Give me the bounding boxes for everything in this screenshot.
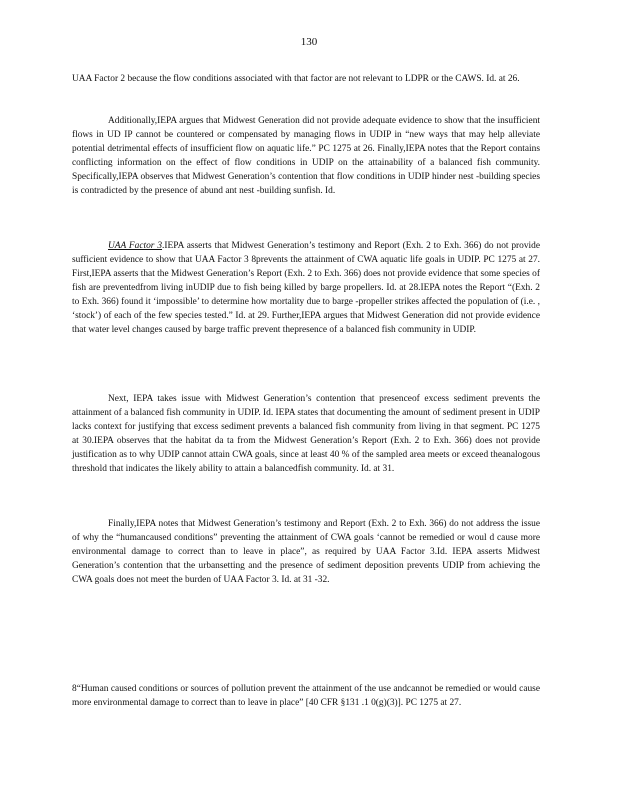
paragraph-3-lead: UAA Factor 3 [108, 241, 163, 251]
paragraph-5 [72, 517, 540, 587]
paragraph-3 [72, 239, 540, 337]
page-number: 130 [300, 36, 318, 48]
footnote [72, 682, 540, 710]
paragraph-1-text: UAA Factor 2 because the flow conditions associated with that factor are not relevant to LDPR or the CAWS. Id. at 26. [72, 74, 520, 84]
paragraph-2-text: Additionally,IEPA argues that Midwest Generation did not provide adequate evidence to show that the insufficient flows in UD IP cannot be countered or compensated by managing flows in UDIP in “new ways that may help alleviate potential detrimental effects of insufficient flow on aquatic life.” PC 1275 at 26. Finally,IEPA notes that the Report contains conflicting information on the effect of flow conditions in UDIP on the attainability of a balanced fish community. Specifically,IEPA observes that Midwest Generation’s contention that flow conditions in UDIP hinder nest -building species is contradicted by the presence of abund ant nest -building sunfish. Id. [72, 116, 540, 196]
paragraph-4-text: Next, IEPA takes issue with Midwest Generation’s contention that presenceof excess sediment prevents the attainment of a balanced fish community in UDIP. Id. IEPA states that documenting the amount of sediment present in UDIP lacks context for justifying that excess sediment prevents a balanced fish community from living in that segment. PC 1275 at 30.IEPA observes that the habitat da ta from the Midwest Generation’s Report (Exh. 2 to Exh. 366) does not provide justification as to why UDIP cannot attain CWA goals, since at least 40 % of the sampled area meets or exceed theanalogous threshold that indicates the likely ability to attain a balancedfish community. Id. at 31. [72, 394, 540, 474]
paragraph-1 [72, 72, 540, 86]
footnote-text: 8“Human caused conditions or sources of pollution prevent the attainment of the use andcannot be remedied or would cause more environmental damage to correct than to leave in place” [40 CFR §131 .1 0(g)(3)]. PC 1275 at 27. [72, 684, 540, 708]
paragraph-2 [72, 114, 540, 198]
paragraph-4 [72, 392, 540, 476]
paragraph-5-text: Finally,IEPA notes that Midwest Generation’s testimony and Report (Exh. 2 to Exh. 366) do not address the issue of why the “humancaused conditions” preventing the attainment of CWA goals ‘cannot be remedied or woul d cause more environmental damage to correct than to leave in place”, as required by UAA Factor 3.Id. IEPA asserts Midwest Generation’s contention that the urbansetting and the presence of sediment deposition prevents UDIP from achieving the CWA goals does not meet the burden of UAA Factor 3. Id. at 31 -32. [72, 519, 540, 585]
paragraph-3-text: .IEPA asserts that Midwest Generation’s testimony and Report (Exh. 2 to Exh. 366) do not provide sufficient evidence to show that UAA Factor 3 8prevents the attainment of CWA aquatic life goals in UDIP. PC 1275 at 27. First,IEPA asserts that the Midwest Generation’s Report (Exh. 2 to Exh. 366) does not provide evidence that some species of fish are preventedfrom living inUDIP due to fish being killed by barge propellers. Id. at 28.IEPA notes the Report “(Exh. 2 to Exh. 366) found it ‘impossible’ to determine how mortality due to barge -propeller strikes affected the population of (i.e. , ‘stock’) of each of the few species tested.” Id. at 29. Further,IEPA argues that Midwest Generation did not provide evidence that water level changes caused by barge traffic prevent thepresence of a balanced fish community in UDIP. [72, 241, 540, 335]
paragraph-3-body [72, 239, 540, 337]
